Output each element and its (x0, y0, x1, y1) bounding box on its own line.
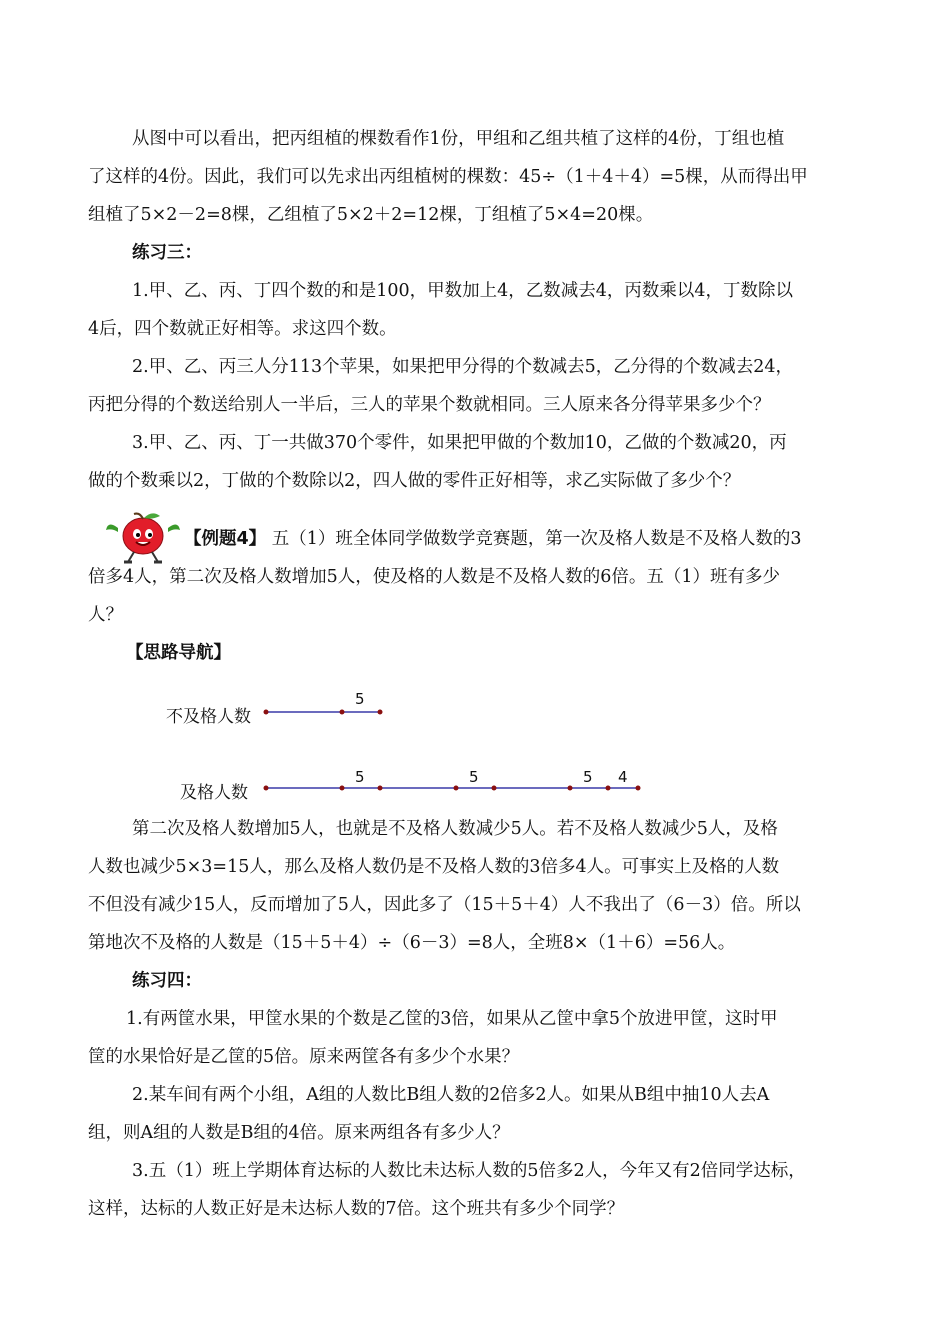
row1-dot (264, 710, 269, 715)
practice4-q3-line-2: 这样，达标的人数正好是未达标人数的7倍。这个班共有多少个同学？ (88, 1199, 625, 1219)
solution-line-3: 不但没有减少15人，反而增加了5人，因此多了（15＋5＋4）人不我出了（6－3）倍。所以 (88, 895, 801, 915)
example4-line-1 (184, 520, 874, 558)
practice3-q3-line-2: 做的个数乘以2，丁做的个数除以2，四人做的零件正好相等，求乙实际做了多少个？ (88, 471, 741, 491)
row2-seg-label: 5 (583, 768, 593, 786)
row2-dot (636, 786, 641, 791)
segment-lines (150, 688, 650, 808)
practice4-q2-line-2: 组，则A组的人数是B组的4倍。原来两组各有多少人？ (88, 1123, 510, 1143)
practice4-q1-line-2: 筐的水果恰好是乙筐的5倍。原来两筐各有多少个水果？ (88, 1047, 520, 1067)
practice3-q1-line-1: 1.甲、乙、丙、丁四个数的和是100，甲数加上4，乙数减去4，丙数乘以4，丁数除以 (132, 281, 793, 301)
row1-seg-label: 5 (355, 690, 365, 708)
practice3-q1-line-2: 4后，四个数就正好相等。求这四个数。 (88, 319, 397, 339)
row2-dot (454, 786, 459, 791)
example4-tag: 【例题4】 (184, 529, 267, 549)
row2-dot (378, 786, 383, 791)
row2-dot (606, 786, 611, 791)
row2-dot (568, 786, 573, 791)
intro-line-2: 了这样的4份。因此，我们可以先求出丙组植树的棵数：45÷（1＋4＋4）=5棵，从而得出甲 (88, 167, 808, 187)
solution-line-1: 第二次及格人数增加5人，也就是不及格人数减少5人。若不及格人数减少5人，及格 (132, 819, 778, 839)
solution-line-2: 人数也减少5×3=15人，那么及格人数仍是不及格人数的3倍多4人。可事实上及格的人数 (88, 857, 780, 877)
row1-dot (340, 710, 345, 715)
practice4-q2-line-1: 2.某车间有两个小组，A组的人数比B组人数的2倍多2人。如果从B组中抽10人去A (132, 1085, 770, 1105)
row2-dot (340, 786, 345, 791)
practice3-title: 练习三： (132, 243, 202, 263)
solution-line-4: 第地次不及格的人数是（15＋5＋4）÷（6－3）=8人，全班8×（1＋6）=56人。 (88, 933, 736, 953)
row2-seg-label: 4 (618, 768, 628, 786)
row2-label: 及格人数 (180, 783, 248, 803)
practice3-q3-line-1: 3.甲、乙、丙、丁一共做370个零件，如果把甲做的个数加10，乙做的个数减20，丙 (132, 433, 787, 453)
row2-dot (264, 786, 269, 791)
practice3-q2-line-1: 2.甲、乙、丙三人分113个苹果，如果把甲分得的个数减去5，乙分得的个数减去24， (132, 357, 793, 377)
practice4-title: 练习四： (132, 971, 202, 991)
practice4-q1-line-1: 1.有两筐水果，甲筐水果的个数是乙筐的3倍，如果从乙筐中拿5个放进甲筐，这时甲 (126, 1009, 778, 1029)
example4-line-2: 倍多4人，第二次及格人数增加5人，使及格的人数是不及格人数的6倍。五（1）班有多少 (88, 567, 781, 587)
row1-dot (378, 710, 383, 715)
example4-line-3: 人？ (88, 605, 123, 625)
row2-dot (492, 786, 497, 791)
guide-title: 【思路导航】 (126, 643, 231, 663)
row1-label: 不及格人数 (166, 707, 251, 727)
intro-line-3: 组植了5×2－2=8棵，乙组植了5×2＋2=12棵，丁组植了5×4=20棵。 (88, 205, 654, 225)
practice4-q3-line-1: 3.五（1）班上学期体育达标的人数比未达标人数的5倍多2人，今年又有2倍同学达标， (132, 1161, 806, 1181)
practice3-q2-line-2: 丙把分得的个数送给别人一半后，三人的苹果个数就相同。三人原来各分得苹果多少个？ (88, 395, 771, 415)
row2-seg-label: 5 (355, 768, 365, 786)
intro-line-1: 从图中可以看出，把丙组植的棵数看作1份，甲组和乙组共植了这样的4份，丁组也植 (132, 129, 785, 149)
example4-text: 五（1）班全体同学做数学竞赛题，第一次及格人数是不及格人数的3 (266, 529, 802, 549)
segment-diagram (150, 688, 650, 808)
row2-seg-label: 5 (469, 768, 479, 786)
